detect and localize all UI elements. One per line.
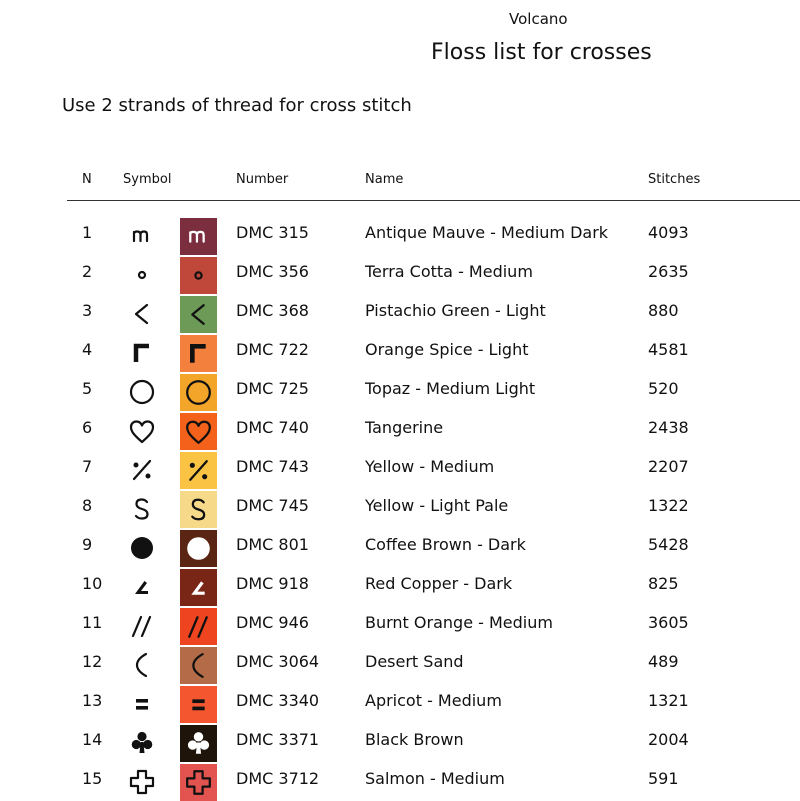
row-index: 10 [82, 574, 103, 593]
color-swatch [180, 569, 217, 606]
table-row [0, 487, 800, 526]
table-row [0, 526, 800, 565]
floss-name: Yellow - Light Pale [365, 496, 509, 515]
floss-number: DMC 315 [236, 223, 309, 242]
color-swatch [180, 374, 217, 411]
floss-table [0, 214, 800, 799]
floss-number: DMC 368 [236, 301, 309, 320]
circle-outline-icon [124, 374, 160, 410]
floss-number: DMC 356 [236, 262, 309, 281]
floss-name: Burnt Orange - Medium [365, 613, 553, 632]
row-index: 14 [82, 730, 103, 749]
stitch-count: 880 [648, 301, 679, 320]
stitch-count: 1322 [648, 496, 689, 515]
row-index: 11 [82, 613, 103, 632]
stitch-count: 2438 [648, 418, 689, 437]
percent-icon [124, 452, 160, 488]
table-row [0, 253, 800, 292]
floss-number: DMC 946 [236, 613, 309, 632]
color-swatch [180, 257, 217, 294]
floss-number: DMC 3371 [236, 730, 320, 749]
table-row [0, 682, 800, 721]
floss-number: DMC 740 [236, 418, 309, 437]
header-n: N [82, 172, 92, 187]
floss-name: Topaz - Medium Light [365, 379, 536, 398]
pattern-name: Volcano [509, 10, 568, 28]
table-row [0, 604, 800, 643]
table-row [0, 214, 800, 253]
color-swatch [180, 218, 217, 255]
floss-number: DMC 3064 [236, 652, 320, 671]
floss-number: DMC 743 [236, 457, 309, 476]
double-slash-icon [124, 608, 160, 644]
row-index: 4 [82, 340, 93, 359]
floss-name: Tangerine [365, 418, 444, 437]
floss-name: Antique Mauve - Medium Dark [365, 223, 609, 242]
header-divider [67, 200, 800, 201]
stitch-count: 489 [648, 652, 679, 671]
table-row [0, 760, 800, 799]
floss-name: Apricot - Medium [365, 691, 502, 710]
stitch-count: 520 [648, 379, 679, 398]
row-index: 8 [82, 496, 93, 515]
color-swatch [180, 608, 217, 645]
color-swatch [180, 647, 217, 684]
color-swatch [180, 413, 217, 450]
floss-name: Desert Sand [365, 652, 464, 671]
color-swatch [180, 491, 217, 528]
color-swatch [180, 452, 217, 489]
floss-name: Pistachio Green - Light [365, 301, 546, 320]
stitch-count: 825 [648, 574, 679, 593]
row-index: 15 [82, 769, 103, 788]
floss-name: Coffee Brown - Dark [365, 535, 526, 554]
floss-number: DMC 722 [236, 340, 309, 359]
table-row [0, 643, 800, 682]
less-than-icon [124, 296, 160, 332]
stitch-count: 591 [648, 769, 679, 788]
floss-number: DMC 3712 [236, 769, 320, 788]
left-paren-icon [124, 647, 160, 683]
header-stitches: Stitches [648, 172, 701, 187]
stitch-count: 5428 [648, 535, 689, 554]
row-index: 13 [82, 691, 103, 710]
color-swatch [180, 686, 217, 723]
stitch-count: 4581 [648, 340, 689, 359]
m-glyph-icon [124, 218, 160, 254]
table-header [0, 172, 800, 190]
stitch-count: 3605 [648, 613, 689, 632]
stitch-count: 4093 [648, 223, 689, 242]
color-swatch [180, 296, 217, 333]
color-swatch [180, 764, 217, 801]
letter-s-icon [124, 491, 160, 527]
table-row [0, 331, 800, 370]
header-number: Number [236, 172, 289, 187]
color-swatch [180, 530, 217, 567]
color-swatch [180, 725, 217, 762]
floss-number: DMC 745 [236, 496, 309, 515]
row-index: 3 [82, 301, 93, 320]
corner-bracket-icon [124, 335, 160, 371]
floss-number: DMC 801 [236, 535, 309, 554]
small-circle-icon [124, 257, 160, 293]
table-row [0, 448, 800, 487]
floss-number: DMC 3340 [236, 691, 320, 710]
row-index: 7 [82, 457, 93, 476]
color-swatch [180, 335, 217, 372]
floss-number: DMC 918 [236, 574, 309, 593]
instruction-text: Use 2 strands of thread for cross stitch [62, 95, 412, 116]
floss-name: Yellow - Medium [365, 457, 495, 476]
floss-name: Orange Spice - Light [365, 340, 529, 359]
row-index: 5 [82, 379, 93, 398]
row-index: 9 [82, 535, 93, 554]
row-index: 2 [82, 262, 93, 281]
row-index: 1 [82, 223, 93, 242]
heart-outline-icon [124, 413, 160, 449]
header-symbol: Symbol [123, 172, 172, 187]
page-title: Floss list for crosses [431, 40, 652, 65]
wedge-icon [124, 569, 160, 605]
floss-name: Red Copper - Dark [365, 574, 513, 593]
club-icon [124, 725, 160, 761]
table-row [0, 721, 800, 760]
table-row [0, 409, 800, 448]
stitch-count: 2004 [648, 730, 689, 749]
filled-circle-icon [124, 530, 160, 566]
stitch-count: 1321 [648, 691, 689, 710]
table-row [0, 565, 800, 604]
floss-name: Terra Cotta - Medium [365, 262, 533, 281]
header-name: Name [365, 172, 404, 187]
table-row [0, 292, 800, 331]
row-index: 6 [82, 418, 93, 437]
floss-name: Salmon - Medium [365, 769, 505, 788]
cross-outline-icon [124, 764, 160, 800]
equals-bold-icon [124, 686, 160, 722]
stitch-count: 2635 [648, 262, 689, 281]
floss-name: Black Brown [365, 730, 464, 749]
floss-number: DMC 725 [236, 379, 309, 398]
table-row [0, 370, 800, 409]
stitch-count: 2207 [648, 457, 689, 476]
row-index: 12 [82, 652, 103, 671]
